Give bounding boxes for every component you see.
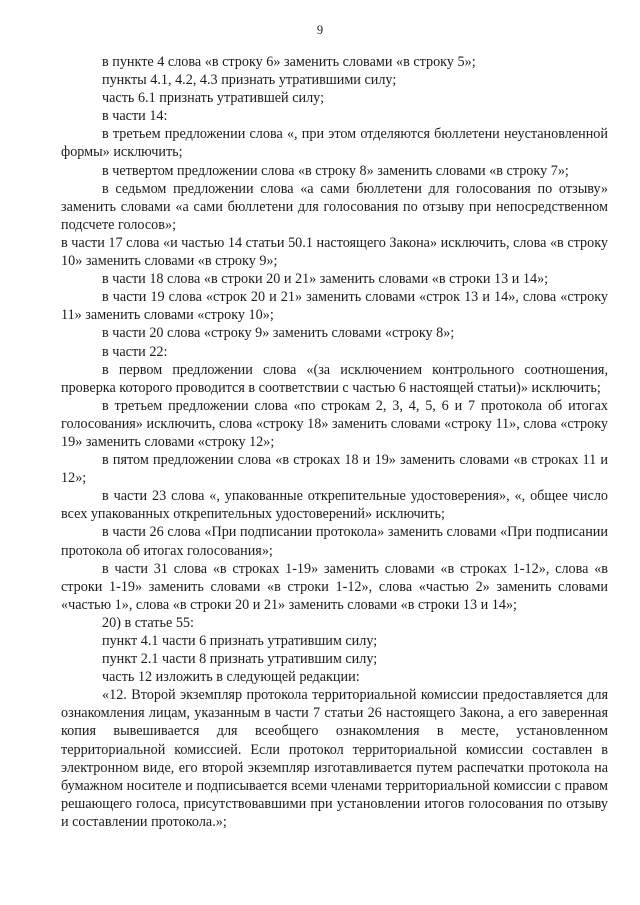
paragraph: в части 26 слова «При подписании протокола» заменить словами «При подписании протокола об итогах голосования»; [61, 524, 608, 559]
paragraph: в пятом предложении слова «в строках 18 и 19» заменить словами «в строках 11 и 12»; [61, 452, 608, 487]
paragraph: 20) в статье 55: [102, 614, 194, 631]
paragraph: в третьем предложении слова «по строкам 2, 3, 4, 5, 6 и 7 протокола об итогах голосования» исключить, слова «строку 18» заменить словами «строку 11», слова «строку 19» заменить словами «строку 12»; [61, 397, 608, 450]
paragraph: пункт 2.1 части 8 признать утратившим силу; [102, 651, 378, 668]
paragraph: в части 18 слова «в строки 20 и 21» заменить словами «в строки 13 и 14»; [102, 271, 549, 288]
paragraph: в пункте 4 слова «в строку 6» заменить словами «в строку 5»; [102, 54, 476, 70]
paragraph: в части 17 слова «и частью 14 статьи 50.1 настоящего Закона» исключить, слова «в строку 10» заменить словами «в строку 9»; [61, 234, 608, 270]
paragraph: в первом предложении слова «(за исключением контрольного соотношения, проверка которого проводится в соответствии с частью 6 настоящей статьи)» исключить; [61, 361, 608, 396]
paragraph: в части 20 слова «строку 9» заменить словами «строку 8»; [102, 325, 455, 342]
paragraph: часть 12 изложить в следующей редакции: [102, 669, 360, 686]
paragraph: в части 14: [102, 108, 168, 125]
paragraph: часть 6.1 признать утратившей силу; [102, 90, 325, 107]
paragraph: в третьем предложении слова «, при этом отделяются бюллетени неустановленной формы» исключить; [61, 126, 608, 161]
paragraph: пункт 4.1 части 6 признать утратившим силу; [102, 633, 378, 649]
paragraph: в части 23 слова «, упакованные открепительные удостоверения», «, общее число всех упакованных открепительных удостоверений» исключить; [61, 488, 608, 523]
document-body [61, 53, 608, 831]
paragraph: в седьмом предложении слова «а сами бюллетени для голосования по отзыву» заменить словами «а сами бюллетени для голосования по отзыву при непосредственном подсчете голосов»; [61, 180, 608, 233]
paragraph: пункты 4.1, 4.2, 4.3 признать утратившими силу; [102, 72, 397, 89]
paragraph: в части 31 слова «в строках 1-19» заменить словами «в строках 1-12», слова «в строки 1-19» заменить словами «в строки 1-12», слова «частью 2» заменить словами «частью 1», слова «в строки 20 и 21» заменить словами «в строки 13 и 14»; [61, 560, 608, 613]
paragraph: в части 19 слова «строк 20 и 21» заменить словами «строк 13 и 14», слова «строку 11» заменить словами «строку 10»; [61, 289, 608, 324]
paragraph: в части 22: [102, 343, 168, 360]
page-number: 9 [316, 23, 324, 37]
paragraph: «12. Второй экземпляр протокола территориальной комиссии предоставляется для ознакомления лицам, указанным в части 7 статьи 26 настоящего Закона, а его заверенная копия вывешивается для всеобщего ознакомления в месте, установленном территориальной комиссией. Если протокол территориальной комиссии составлен в электронном виде, его второй экземпляр изготавливается путем распечатки протокола на бумажном носителе и подписывается всеми членами территориальной комиссии с правом решающего голоса, присутствовавшими при установлении итогов голосования по отзыву и составлении протокола.»; [61, 687, 608, 830]
paragraph: в четвертом предложении слова «в строку 8» заменить словами «в строку 7»; [102, 162, 569, 179]
